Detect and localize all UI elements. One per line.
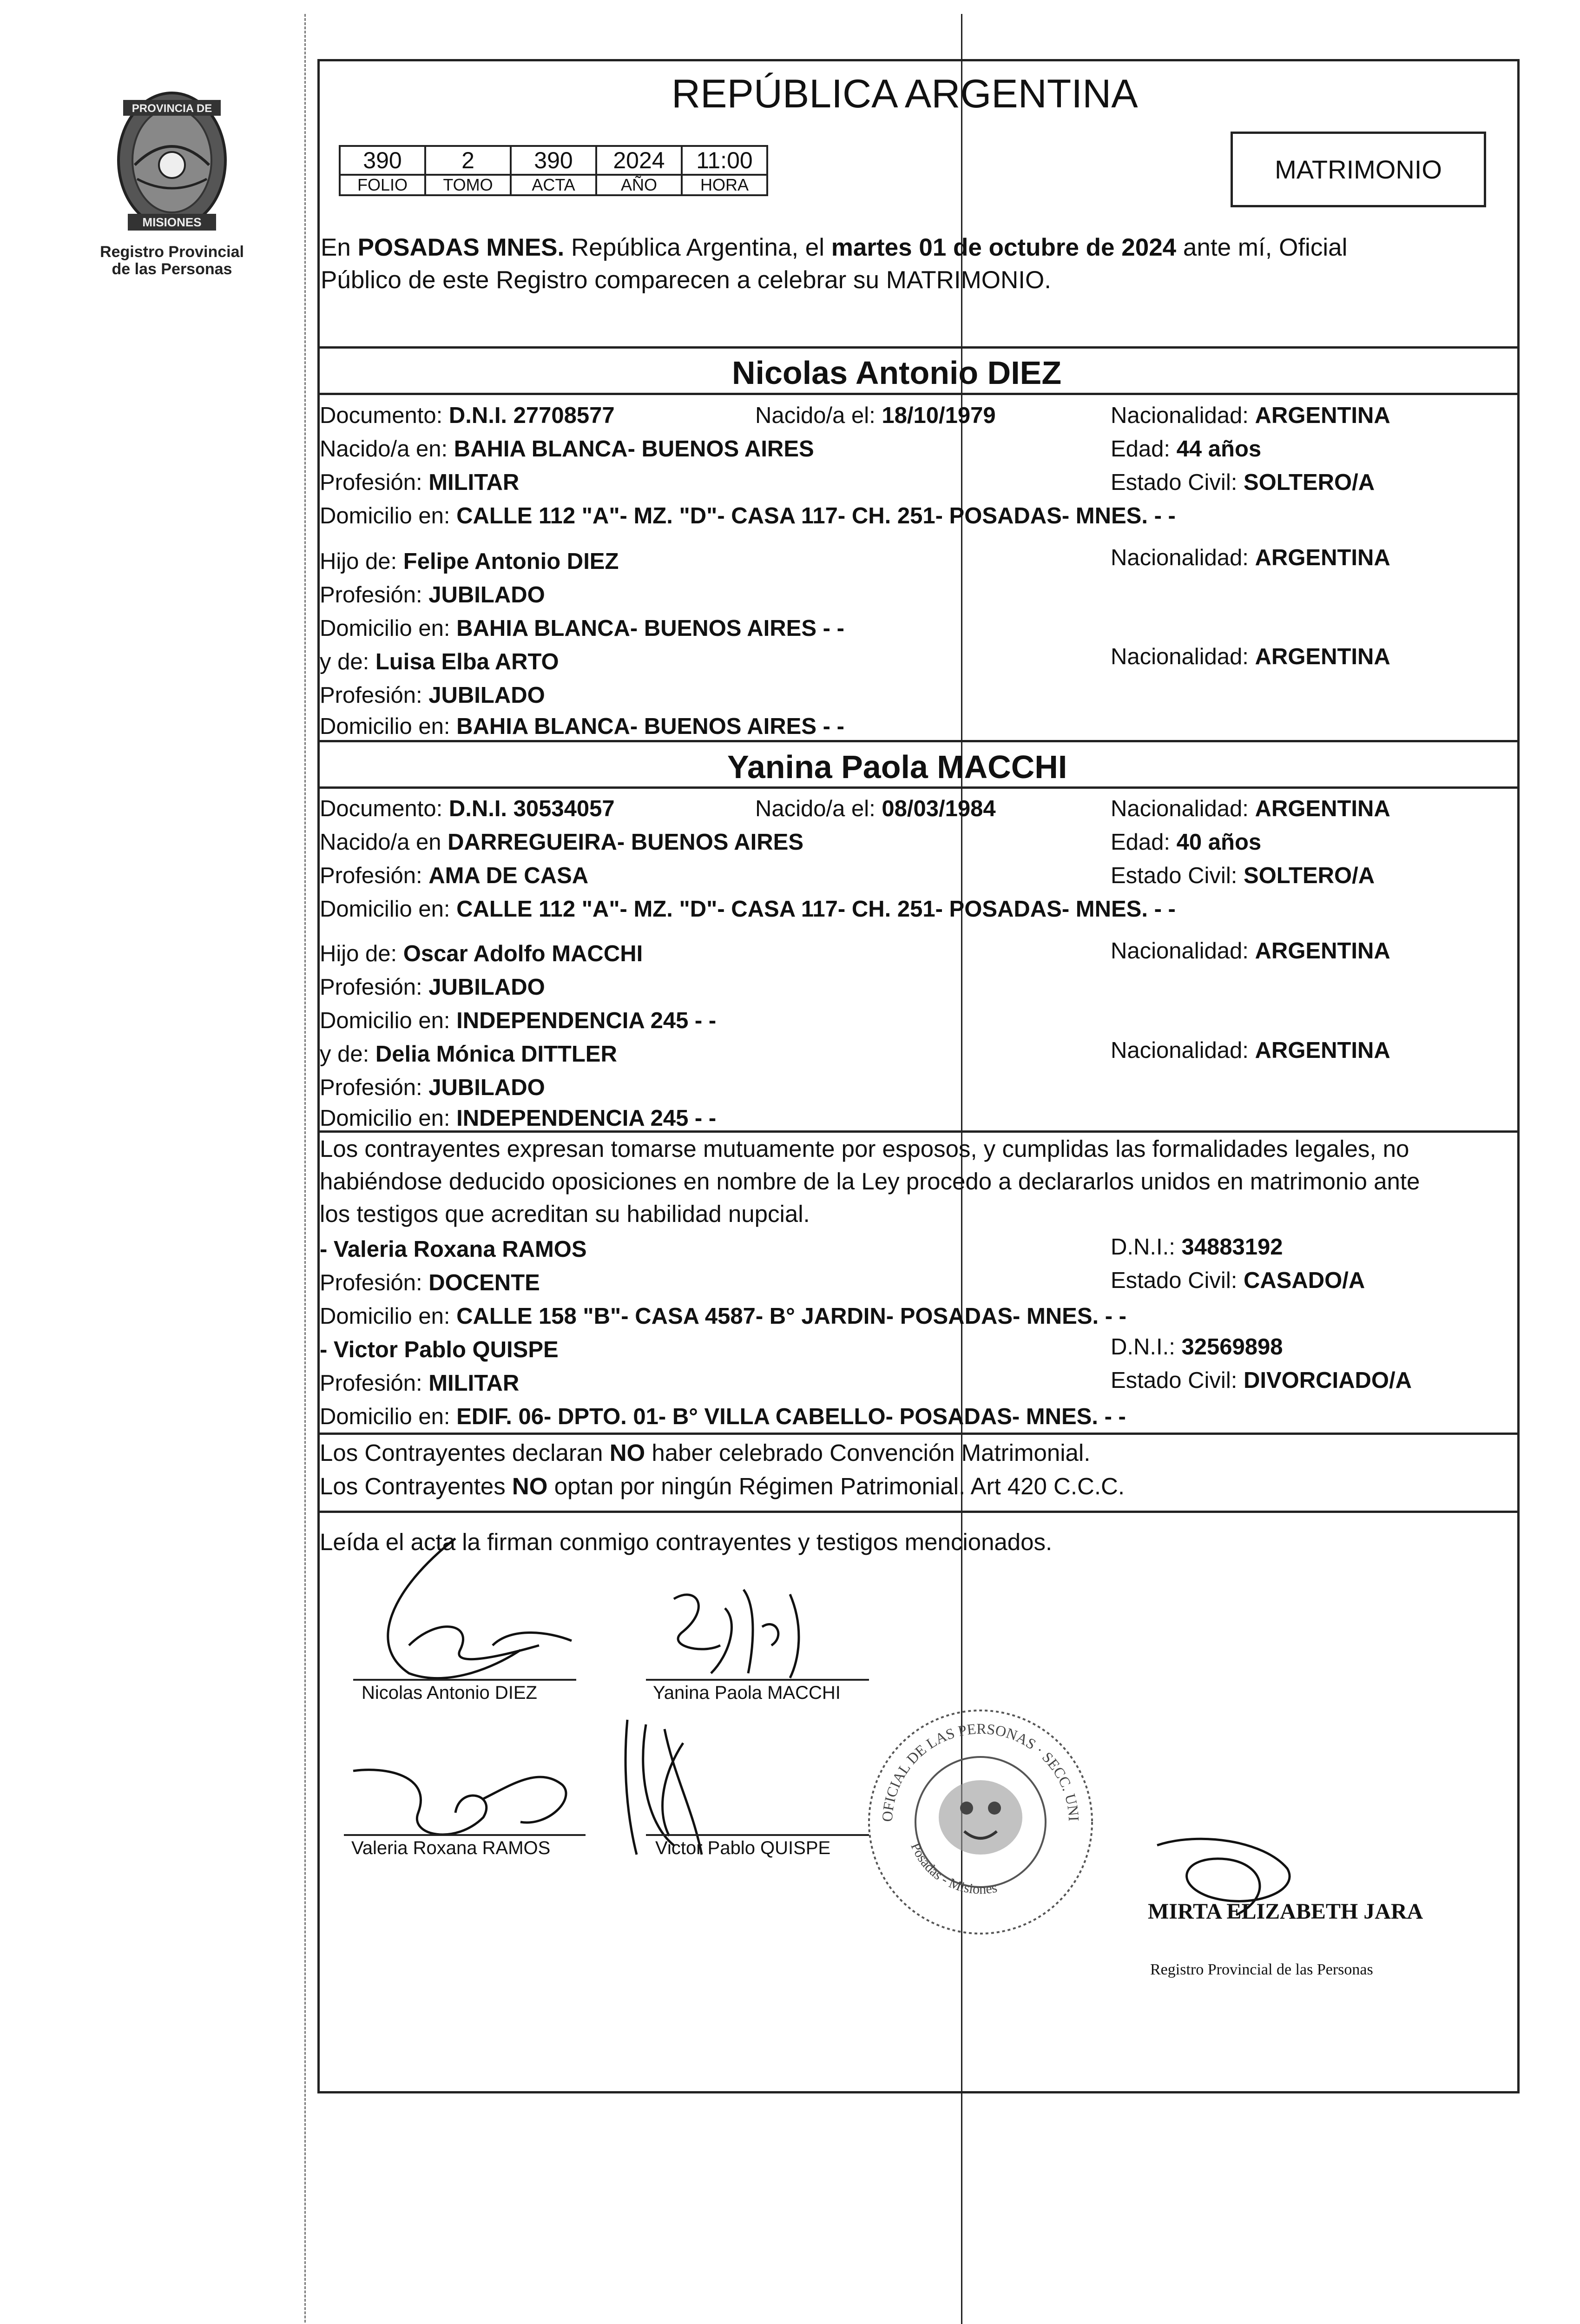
label: D.N.I.: — [1111, 1235, 1182, 1260]
intro-text: República Argentina, el — [564, 234, 831, 261]
label: Domicilio en: — [320, 1404, 457, 1429]
spouse2-civil-status — [1111, 863, 1375, 889]
value: INDEPENDENCIA 245 - - — [456, 1106, 717, 1131]
regime-line-2 — [320, 1473, 1125, 1499]
label: Nacionalidad: — [1111, 938, 1255, 964]
field-value: 2024 — [613, 147, 665, 173]
value: DARREGUEIRA- BUENOS AIRES — [448, 830, 804, 855]
intro-line-1 — [321, 233, 1347, 262]
label: Estado Civil: — [1111, 470, 1244, 495]
signature-label-1: Nicolas Antonio DIEZ — [362, 1683, 537, 1703]
spouse2-birthdate — [755, 796, 996, 822]
value: CALLE 112 "A"- MZ. "D"- CASA 117- CH. 251- POSADAS- MNES. - - — [456, 897, 1176, 922]
value: Luisa Elba ARTO — [375, 649, 559, 674]
spouse2-nationality — [1111, 796, 1390, 822]
margin-line — [304, 14, 306, 2324]
act-type-box: MATRIMONIO — [1231, 132, 1486, 207]
value: EDIF. 06- DPTO. 01- B° VILLA CABELLO- POSADAS- MNES. - - — [456, 1404, 1126, 1429]
coat-of-arms-icon — [91, 86, 253, 281]
label: Domicilio en: — [320, 1008, 457, 1033]
value: JUBILADO — [428, 975, 545, 1000]
signature-label-2: Yanina Paola MACCHI — [653, 1683, 841, 1703]
label: Profesión: — [320, 863, 429, 888]
declaration-line-1: Los contrayentes expresan tomarse mutuamente por esposos, y cumplidas las formalidades legales, no — [320, 1136, 1409, 1162]
signature-label-4: Victor Pablo QUISPE — [655, 1838, 831, 1858]
label: Domicilio en: — [320, 1304, 457, 1329]
spouse2-father — [320, 941, 643, 967]
official-name: MIRTA ELIZABETH JARA — [1148, 1899, 1423, 1924]
value: 32569898 — [1181, 1334, 1283, 1360]
spouse2-age — [1111, 829, 1261, 855]
divider-spouse2-title — [317, 740, 1520, 742]
signature-line-4 — [646, 1834, 869, 1836]
official-seal — [843, 1678, 1111, 1952]
label: Nacido/a en — [320, 830, 448, 855]
spouse1-document — [320, 403, 615, 429]
spouse1-mother-address — [320, 713, 844, 739]
label: Profesión: — [320, 975, 429, 1000]
field-value: 390 — [534, 147, 573, 173]
declaration-line-2: habiéndose deducido oposiciones en nombre de la Ley procedo a declararlos unidos en matrimonio ante — [320, 1168, 1420, 1195]
value: ARGENTINA — [1255, 1038, 1390, 1063]
signature-label-3: Valeria Roxana RAMOS — [351, 1838, 551, 1858]
signature-valeria — [344, 1757, 586, 1850]
label: Edad: — [1111, 830, 1177, 855]
spouse2-father-nationality — [1111, 938, 1390, 964]
label: Hijo de: — [320, 941, 403, 966]
spouse2-mother — [320, 1041, 617, 1067]
label: Domicilio en: — [320, 616, 457, 641]
label: Domicilio en: — [320, 897, 457, 922]
intro-line-2: Público de este Registro comparecen a celebrar su MATRIMONIO. — [321, 266, 1051, 294]
signature-line-2 — [646, 1679, 869, 1681]
spouse1-father-address — [320, 615, 844, 641]
field-value: 390 — [363, 147, 402, 173]
seal-ring-text: OFICIAL DE LAS PERSONAS · SECC. UNICA DE MATRIMONIOS — [843, 1678, 1083, 1822]
intro-text: En — [321, 234, 358, 261]
value: BAHIA BLANCA- BUENOS AIRES — [454, 436, 814, 462]
divider-closing — [317, 1511, 1520, 1513]
value: ARGENTINA — [1255, 938, 1390, 964]
field-tomo — [424, 145, 512, 196]
spouse1-address — [320, 503, 1176, 529]
field-label: FOLIO — [341, 174, 424, 194]
label: Profesión: — [320, 683, 429, 708]
spouse1-nationality — [1111, 403, 1390, 429]
label: Edad: — [1111, 436, 1177, 462]
label: Documento: — [320, 403, 449, 428]
value: 44 años — [1176, 436, 1262, 462]
label: D.N.I.: — [1111, 1334, 1182, 1360]
value: BAHIA BLANCA- BUENOS AIRES - - — [456, 714, 844, 739]
page-title: REPÚBLICA ARGENTINA — [672, 72, 1138, 116]
value: ARGENTINA — [1255, 403, 1390, 428]
text: optan por ningún Régimen Patrimonial. Art 420 C.C.C. — [547, 1473, 1125, 1499]
logo-caption-line2: de las Personas — [112, 260, 232, 278]
value: JUBILADO — [428, 582, 545, 607]
field-ano — [595, 145, 683, 196]
logo-top-text: PROVINCIA DE — [132, 102, 212, 115]
text: NO — [609, 1439, 645, 1466]
label: Nacido/a en: — [320, 436, 454, 462]
text: Los Contrayentes declaran — [320, 1439, 610, 1466]
value: 40 años — [1176, 830, 1262, 855]
divider-regime — [317, 1433, 1520, 1435]
divider-header — [317, 346, 1520, 349]
declaration-line-3: los testigos que acreditan su habilidad nupcial. — [320, 1201, 810, 1227]
intro-city: POSADAS MNES. — [357, 234, 565, 261]
spouse2-birthplace — [320, 829, 803, 855]
spouse1-mother-nationality — [1111, 644, 1390, 670]
spouse1-mother — [320, 649, 559, 675]
value: BAHIA BLANCA- BUENOS AIRES - - — [456, 616, 844, 641]
value: 34883192 — [1181, 1235, 1283, 1260]
field-value: 2 — [461, 147, 474, 173]
value: MILITAR — [428, 1371, 520, 1396]
field-hora — [681, 145, 768, 196]
field-label: AÑO — [597, 174, 681, 194]
spouse1-name: Nicolas Antonio DIEZ — [732, 355, 1062, 391]
label: Domicilio en: — [320, 1106, 457, 1131]
field-folio — [339, 145, 426, 196]
signature-line-1 — [353, 1679, 576, 1681]
spouse2-profession — [320, 863, 588, 889]
witness2-civil-status — [1111, 1367, 1412, 1393]
spouse2-mother-address — [320, 1105, 716, 1131]
value: JUBILADO — [428, 1075, 545, 1100]
value: 18/10/1979 — [882, 403, 996, 428]
spouse2-name: Yanina Paola MACCHI — [727, 749, 1067, 785]
spouse2-father-profession — [320, 974, 545, 1000]
value: D.N.I. 30534057 — [448, 796, 615, 821]
value: D.N.I. 27708577 — [448, 403, 615, 428]
province-logo — [91, 86, 253, 286]
seal-bottom-text: Posadas - Misiones — [908, 1840, 999, 1897]
value: ARGENTINA — [1255, 545, 1390, 570]
divider-spouse1-top — [317, 393, 1520, 395]
text: NO — [512, 1473, 548, 1499]
spouse2-document — [320, 796, 615, 822]
signature-line-3 — [344, 1834, 586, 1836]
witness1-dni — [1111, 1234, 1283, 1260]
spouse1-mother-profession — [320, 682, 545, 708]
label: y de: — [320, 649, 375, 674]
intro-text: ante mí, Oficial — [1176, 234, 1348, 261]
field-label: ACTA — [512, 174, 595, 194]
spouse2-mother-profession — [320, 1075, 545, 1101]
official-role: Registro Provincial de las Personas — [1150, 1961, 1373, 1978]
label: Nacido/a el: — [755, 796, 882, 821]
label: Nacido/a el: — [755, 403, 882, 428]
value: ARGENTINA — [1255, 644, 1390, 669]
field-acta — [510, 145, 597, 196]
label: Hijo de: — [320, 549, 403, 574]
label: Profesión: — [320, 470, 429, 495]
witness2-address — [320, 1404, 1126, 1430]
label: Profesión: — [320, 1075, 429, 1100]
label: Estado Civil: — [1111, 1268, 1244, 1293]
label: Domicilio en: — [320, 714, 457, 739]
text: Los Contrayentes — [320, 1473, 512, 1499]
spouse1-father-nationality — [1111, 545, 1390, 571]
text: haber celebrado Convención Matrimonial. — [645, 1439, 1091, 1466]
value: 08/03/1984 — [882, 796, 996, 821]
label: Nacionalidad: — [1111, 644, 1255, 669]
label: Estado Civil: — [1111, 1368, 1244, 1393]
witness1-address — [320, 1303, 1126, 1329]
signature-yanina — [651, 1580, 846, 1687]
record-fields — [341, 145, 768, 196]
value: Oscar Adolfo MACCHI — [403, 941, 643, 966]
value: SOLTERO/A — [1243, 470, 1375, 495]
logo-caption-line1: Registro Provincial — [100, 243, 244, 261]
regime-line-1 — [320, 1440, 1090, 1466]
spouse1-birthplace — [320, 436, 814, 462]
signature-nicolas — [353, 1534, 576, 1683]
label: Profesión: — [320, 1371, 429, 1396]
spouse2-mother-nationality — [1111, 1037, 1390, 1063]
value: DIVORCIADO/A — [1243, 1368, 1412, 1393]
value: MILITAR — [428, 470, 520, 495]
value: DOCENTE — [428, 1270, 540, 1295]
label: Estado Civil: — [1111, 863, 1244, 888]
value: SOLTERO/A — [1243, 863, 1375, 888]
spouse1-profession — [320, 469, 519, 495]
label: y de: — [320, 1042, 375, 1067]
label: Documento: — [320, 796, 449, 821]
divider-spouse2-top — [317, 786, 1520, 789]
spouse1-age — [1111, 436, 1261, 462]
value: CALLE 112 "A"- MZ. "D"- CASA 117- CH. 251- POSADAS- MNES. - - — [456, 503, 1176, 528]
value: CASADO/A — [1243, 1268, 1365, 1293]
label: Profesión: — [320, 1270, 429, 1295]
witness2-name: - Victor Pablo QUISPE — [320, 1337, 559, 1362]
witness2-dni — [1111, 1334, 1283, 1360]
spouse1-father — [320, 548, 619, 574]
intro-date: martes 01 de octubre de 2024 — [831, 234, 1177, 261]
witness1-profession — [320, 1270, 540, 1296]
label: Nacionalidad: — [1111, 403, 1255, 428]
value: AMA DE CASA — [428, 863, 589, 888]
value: INDEPENDENCIA 245 - - — [456, 1008, 717, 1033]
spouse1-birthdate — [755, 403, 996, 429]
logo-bottom-text: MISIONES — [142, 215, 202, 229]
label: Nacionalidad: — [1111, 796, 1255, 821]
witness1-civil-status — [1111, 1268, 1365, 1294]
value: JUBILADO — [428, 683, 545, 708]
value: CALLE 158 "B"- CASA 4587- B° JARDIN- POSADAS- MNES. - - — [456, 1304, 1126, 1329]
value: ARGENTINA — [1255, 796, 1390, 821]
field-label: HORA — [683, 174, 766, 194]
value: Felipe Antonio DIEZ — [403, 549, 619, 574]
value: Delia Mónica DITTLER — [375, 1042, 617, 1067]
witness2-profession — [320, 1370, 519, 1396]
label: Nacionalidad: — [1111, 1038, 1255, 1063]
spouse1-father-profession — [320, 582, 545, 608]
label: Profesión: — [320, 582, 429, 607]
field-value: 11:00 — [696, 147, 753, 173]
witness1-name: - Valeria Roxana RAMOS — [320, 1237, 587, 1262]
closing-statement: Leída el acta la firman conmigo contrayentes y testigos mencionados. — [320, 1529, 1053, 1555]
field-label: TOMO — [426, 174, 510, 194]
spouse2-address — [320, 896, 1176, 922]
label: Domicilio en: — [320, 503, 457, 528]
spouse2-father-address — [320, 1008, 716, 1034]
spouse1-civil-status — [1111, 469, 1375, 495]
label: Nacionalidad: — [1111, 545, 1255, 570]
